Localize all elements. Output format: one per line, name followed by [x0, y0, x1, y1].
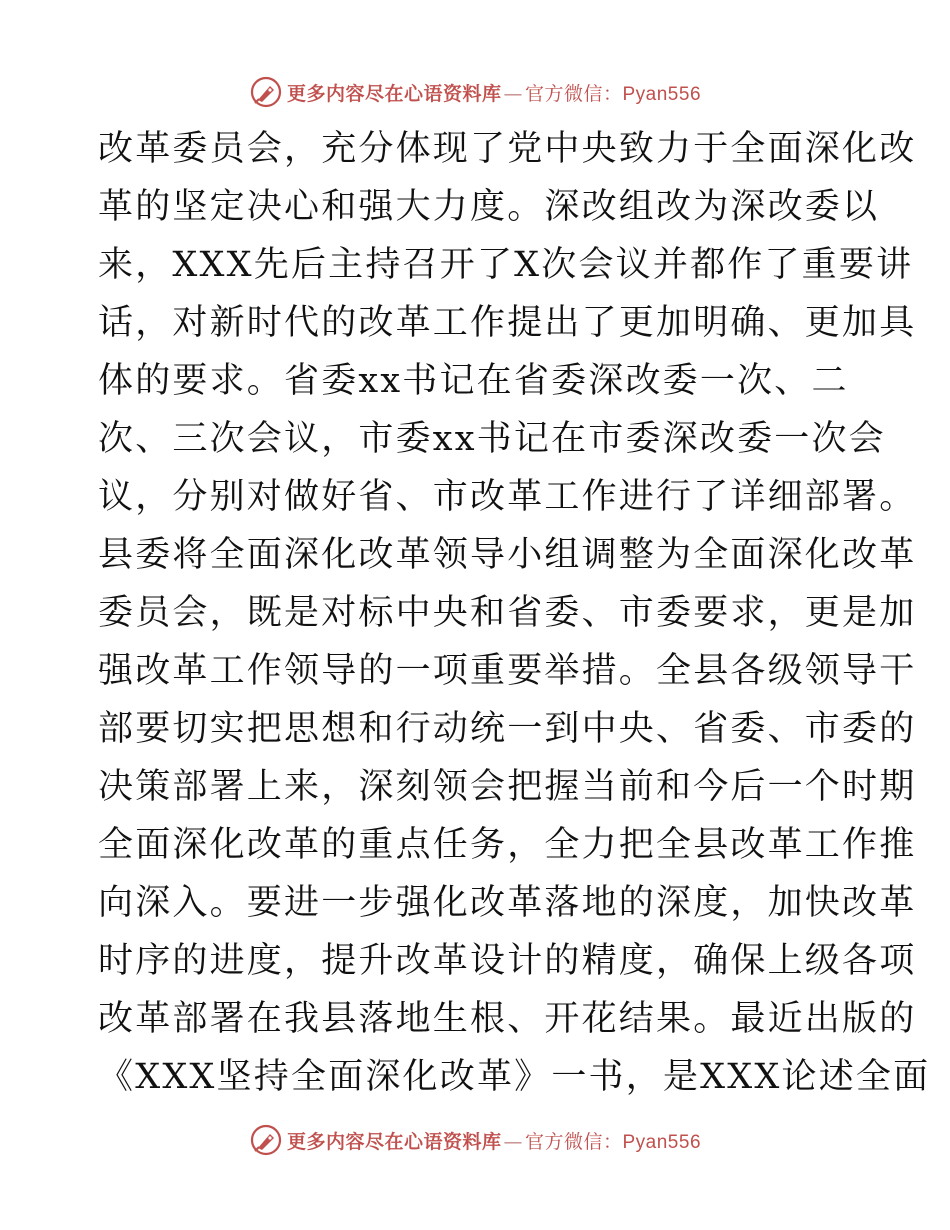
header-watermark	[0, 72, 950, 112]
text-line: 革的坚定决心和强大力度。深改组改为深改委以	[98, 187, 880, 227]
watermark-brand: 更多内容尽在心语资料库	[286, 1130, 502, 1153]
text-line: 时序的进度，提升改革设计的精度，确保上级各项	[98, 941, 917, 981]
footer-watermark	[0, 1120, 950, 1160]
pen-nib-logo-icon	[249, 1123, 283, 1157]
text-line: 次、三次会议，市委xx书记在市委深改委一次会	[98, 419, 886, 459]
text-line: 部要切实把思想和行动统一到中央、省委、市委的	[98, 709, 917, 749]
watermark-tail: 官方微信：	[524, 1130, 623, 1153]
text-line: 委员会，既是对标中央和省委、市委要求，更是加	[98, 593, 917, 633]
text-line: 决策部署上来，深刻领会把握当前和今后一个时期	[98, 767, 917, 807]
text-line: 改革部署在我县落地生根、开花结果。最近出版的	[98, 999, 917, 1039]
text-line: 话，对新时代的改革工作提出了更加明确、更加具	[98, 303, 917, 343]
watermark-text	[287, 79, 701, 106]
text-line: 来，XXX先后主持召开了X次会议并都作了重要讲	[98, 245, 914, 285]
text-line: 议，分别对做好省、市改革工作进行了详细部署。	[98, 477, 917, 517]
watermark-text	[287, 1127, 701, 1154]
text-line: 向深入。要进一步强化改革落地的深度，加快改革	[98, 883, 917, 923]
text-line: 体的要求。省委xx书记在省委深改委一次、二	[98, 361, 849, 401]
text-line: 全面深化改革的重点任务，全力把全县改革工作推	[98, 825, 917, 865]
pen-nib-logo-icon	[249, 75, 283, 109]
watermark-id: Pyan556	[622, 83, 702, 105]
text-line: 县委将全面深化改革领导小组调整为全面深化改革	[98, 535, 917, 575]
watermark-tail: 官方微信：	[524, 82, 623, 105]
watermark-id: Pyan556	[622, 1131, 702, 1153]
text-line: 强改革工作领导的一项重要举措。全县各级领导干	[98, 651, 917, 691]
watermark-separator: —	[503, 1130, 523, 1153]
watermark-separator: —	[503, 82, 523, 105]
document-body	[98, 120, 931, 1106]
watermark-brand: 更多内容尽在心语资料库	[286, 82, 502, 105]
text-line: 改革委员会，充分体现了党中央致力于全面深化改	[98, 129, 917, 169]
text-line: 《XXX坚持全面深化改革》一书，是XXX论述全面	[98, 1057, 931, 1097]
